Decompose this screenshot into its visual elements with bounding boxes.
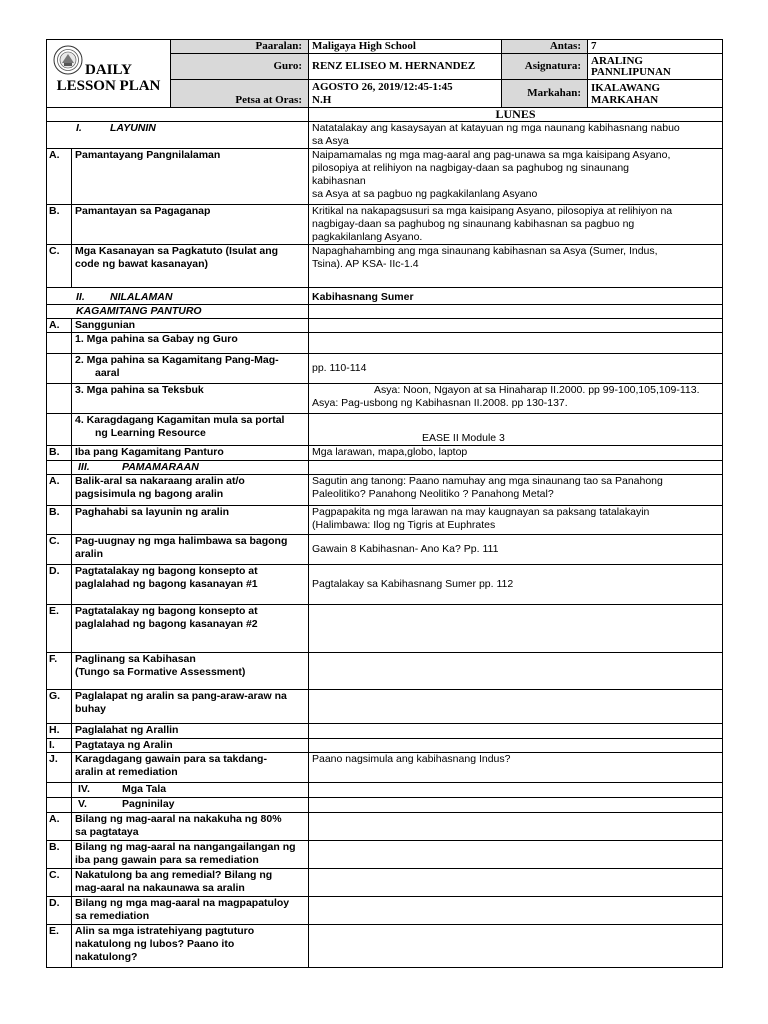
label-line: Paglalapat ng aralin sa pang-araw-araw na [75,690,287,702]
label-line: Balik-aral sa nakaraang aralin at/o [75,475,245,487]
row-label: Sanggunian [72,319,309,333]
label-line: aaral [95,367,120,379]
row-value: Pagtalakay sa Kabihasnang Sumer pp. 112 [309,565,723,605]
table-row [47,414,723,446]
day-header: LUNES [309,108,723,122]
row-letter: H. [47,724,72,739]
section-nilalaman [47,288,309,305]
label-line: Bilang ng mga mag-aaral na magpapatuloy [75,897,290,909]
petsa-value [309,80,502,108]
row-letter [47,798,72,813]
table-row [47,724,723,739]
row-letter: J. [47,753,72,783]
row-letter: B. [47,446,72,461]
row-letter [47,461,72,475]
row-value [309,724,723,739]
row-label [72,798,309,813]
table-row [47,122,723,149]
label-line: Nakatulong ba ang remedial? Bilang ng [75,869,273,881]
row-letter: B. [47,841,72,869]
row-label [72,841,309,869]
markahan-line-1: IKALAWANG [591,81,661,94]
row-value [309,690,723,724]
label-line: buhay [75,703,106,715]
row-label [72,535,309,565]
value-line: kabihasnan [312,175,366,187]
label-line: sa remediation [75,910,150,922]
value-line: Napaghahambing ang mga sinaunang kabihasnan sa Asya (Sumer, Indus, [312,245,658,257]
row-letter [47,333,72,354]
title-line-1: DAILY [85,62,132,78]
row-letter: C. [47,869,72,897]
row-value [309,653,723,690]
row-label [72,475,309,506]
value-line: Pagpapakita ng mga larawan na may kaugnayan sa paksang tatalakayin [312,506,650,518]
label-line: Bilang ng mag-aaral na nakakuha ng 80% [75,813,282,825]
table-row [47,245,723,288]
row-value [309,305,723,319]
table-row [47,897,723,925]
petsa-line-2: N.H [312,93,332,106]
table-row [47,813,723,841]
label-line: aralin [75,548,104,560]
value-line: pagkakilanlang Asyano. [312,231,423,243]
asignatura-value [588,54,723,80]
row-letter: D. [47,897,72,925]
section-label: NILALAMAN [110,291,173,303]
row-letter: A. [47,149,72,205]
row-value [309,783,723,798]
value-line: Paleolitiko? Panahong Neolitiko ? Panahong Metal? [312,488,554,500]
row-label: Paghahabi sa layunin ng aralin [72,506,309,535]
row-letter: E. [47,605,72,653]
daily-lesson-plan [46,39,722,968]
row-value: Paano nagsimula ang kabihasnang Indus? [309,753,723,783]
guro-label: Guro: [171,54,309,80]
guro-value: RENZ ELISEO M. HERNANDEZ [309,54,502,80]
label-line: Pag-uugnay ng mga halimbawa sa bagong [75,535,288,547]
table-row [47,384,723,414]
value-line: nagbigay-daan sa paghubog ng sinaunang kabihasnan sa pagbuo ng [312,218,635,230]
row-value [309,205,723,245]
row-value [309,841,723,869]
row-label: Iba pang Kagamitang Panturo [72,446,309,461]
label-line: paglalahad ng bagong kasanayan #2 [75,618,258,630]
row-value [309,813,723,841]
value-line: Asya: Noon, Ngayon at sa Hinaharap II.2000. pp 99-100,105,109-113. [374,384,700,396]
row-letter: D. [47,565,72,605]
section-pamamaraan [72,461,309,475]
row-value [309,319,723,333]
row-letter: A. [47,813,72,841]
row-value: Mga larawan, mapa,globo, laptop [309,446,723,461]
asignatura-label: Asignatura: [502,54,588,80]
label-line: ng Learning Resource [95,427,206,439]
section-layunin [47,122,309,149]
row-letter: C. [47,245,72,288]
antas-label: Antas: [502,40,588,54]
row-value [309,925,723,968]
layunin-value [309,122,723,149]
asignatura-line-2: PANNLIPUNAN [591,65,671,78]
label-line: Karagdagang gawain para sa takdang- [75,753,267,765]
row-letter: A. [47,319,72,333]
value-line: Kritikal na nakapagsusuri sa mga kaisipang Asyano, pilosopiya at relihiyon na [312,205,673,217]
table-row [47,841,723,869]
row-letter: I. [47,739,72,753]
row-label [72,813,309,841]
table-row [47,461,723,475]
row-label [72,783,309,798]
label-line: code ng bawat kasanayan) [75,258,209,270]
label-line: paglalahad ng bagong kasanayan #1 [75,578,258,590]
table-row [47,535,723,565]
table-row [47,783,723,798]
value-line: Tsina). AP KSA- IIc-1.4 [312,258,419,270]
antas-value: 7 [588,40,723,54]
table-row [47,149,723,205]
label-line: (Tungo sa Formative Assessment) [75,666,246,678]
paaralan-value: Maligaya High School [309,40,502,54]
label-line: sa pagtataya [75,826,139,838]
asignatura-line-1: ARALING [591,54,643,67]
section-label: Mga Tala [122,783,167,795]
row-label [72,690,309,724]
row-letter: B. [47,506,72,535]
markahan-label: Markahan: [502,80,588,108]
label-line: aralin at remediation [75,766,178,778]
petsa-label: Petsa at Oras: [171,80,309,108]
table-row [47,690,723,724]
value-line: sa Asya [312,135,349,147]
row-label [72,605,309,653]
section-label: KAGAMITANG PANTURO [76,305,202,317]
header-table [46,39,723,108]
table-row [47,205,723,245]
label-line: pagsisimula ng bagong aralin [75,488,224,500]
label-line: mag-aaral na nakaunawa sa aralin [75,882,245,894]
table-row [47,925,723,968]
row-value [309,245,723,288]
section-number: V. [78,798,87,810]
section-number: IV. [78,783,90,795]
label-line: Mga Kasanayan sa Pagkatuto (Isulat ang [75,245,279,257]
table-row [47,475,723,506]
label-line: Paglinang sa Kabihasan [75,653,196,665]
row-value: EASE II Module 3 [309,414,723,446]
label-line: Bilang ng mag-aaral na nangangailangan ng [75,841,296,853]
section-label: LAYUNIN [110,122,156,134]
table-row [47,333,723,354]
row-label [72,653,309,690]
row-letter [47,384,72,414]
row-value [309,739,723,753]
row-value [309,333,723,354]
section-label: Pagninilay [122,798,175,810]
row-label [72,565,309,605]
value-line: Naipamamalas ng mga mag-aaral ang pag-unawa sa mga kaisipang Asyano, [312,149,671,161]
section-kagamitan [47,305,309,319]
label-line: Pagtatalakay ng bagong konsepto at [75,565,258,577]
row-value [309,461,723,475]
row-label [72,354,309,384]
row-letter: E. [47,925,72,968]
day-header-spacer [47,108,309,122]
row-label: 1. Mga pahina sa Gabay ng Guro [72,333,309,354]
table-row [47,605,723,653]
value-line: Asya: Pag-usbong ng Kabihasnan II.2008. pp 130-137. [312,397,568,409]
label-line: 2. Mga pahina sa Kagamitang Pang-Mag- [75,354,279,366]
label-line: Pagtatalakay ng bagong konsepto at [75,605,258,617]
row-value [309,798,723,813]
table-row [47,565,723,605]
row-label [72,897,309,925]
row-value: Gawain 8 Kabihasnan- Ano Ka? Pp. 111 [309,535,723,565]
section-label: PAMAMARAAN [122,461,199,473]
label-line: iba pang gawain para sa remediation [75,854,259,866]
table-row [47,305,723,319]
row-label [72,753,309,783]
row-value [309,475,723,506]
table-row [47,506,723,535]
row-label [72,414,309,446]
value-line: sa Asya at sa pagbuo ng pagkakilanlang Asyano [312,188,538,200]
table-row [47,753,723,783]
table-row [47,288,723,305]
label-line: Alin sa mga istratehiyang pagtuturo [75,925,255,937]
row-value [309,149,723,205]
petsa-line-1: AGOSTO 26, 2019/12:45-1:45 [312,80,453,93]
row-label [72,925,309,968]
paaralan-label: Paaralan: [171,40,309,54]
table-row [47,354,723,384]
table-row [47,869,723,897]
row-value [309,605,723,653]
label-line: 4. Karagdagang Kagamitan mula sa portal [75,414,285,426]
row-letter: C. [47,535,72,565]
row-letter [47,354,72,384]
document-title [47,62,170,94]
row-value [309,897,723,925]
row-letter: B. [47,205,72,245]
row-letter [47,783,72,798]
row-letter: F. [47,653,72,690]
value-line: (Halimbawa: Ilog ng Tigris at Euphrates [312,519,496,531]
row-label: Pamantayang Pangnilalaman [72,149,309,205]
row-label [72,245,309,288]
row-value [309,506,723,535]
row-label [72,869,309,897]
lesson-plan-table [46,107,723,968]
row-letter: G. [47,690,72,724]
label-line: nakatulong ng lubos? Paano ito [75,938,235,950]
table-row [47,319,723,333]
row-label: Paglalahat ng Arallin [72,724,309,739]
row-value [309,869,723,897]
table-row [47,653,723,690]
section-number: III. [78,461,90,473]
label-line: nakatulong? [75,951,138,963]
value-line: Sagutin ang tanong: Paano namuhay ang mga sinaunang tao sa Panahong [312,475,663,487]
row-letter [47,414,72,446]
markahan-value [588,80,723,108]
value-line: pilosopiya at relihiyon na nagbigay-daan sa paghubog ng sinaunang [312,162,629,174]
row-label: Pamantayan sa Pagaganap [72,205,309,245]
table-row [47,739,723,753]
row-value: pp. 110-114 [309,354,723,384]
row-label: Pagtataya ng Aralin [72,739,309,753]
row-label: 3. Mga pahina sa Teksbuk [72,384,309,414]
row-value [309,384,723,414]
value-line: Natatalakay ang kasaysayan at katayuan ng mga naunang kabihasnang nabuo [312,122,680,134]
table-row [47,446,723,461]
section-number: I. [76,122,82,134]
nilalaman-value: Kabihasnang Sumer [309,288,723,305]
markahan-line-2: MARKAHAN [591,93,659,106]
section-number: II. [76,291,85,303]
table-row [47,798,723,813]
logo-title-cell [47,40,171,108]
title-line-2: LESSON PLAN [56,78,161,94]
row-letter: A. [47,475,72,506]
